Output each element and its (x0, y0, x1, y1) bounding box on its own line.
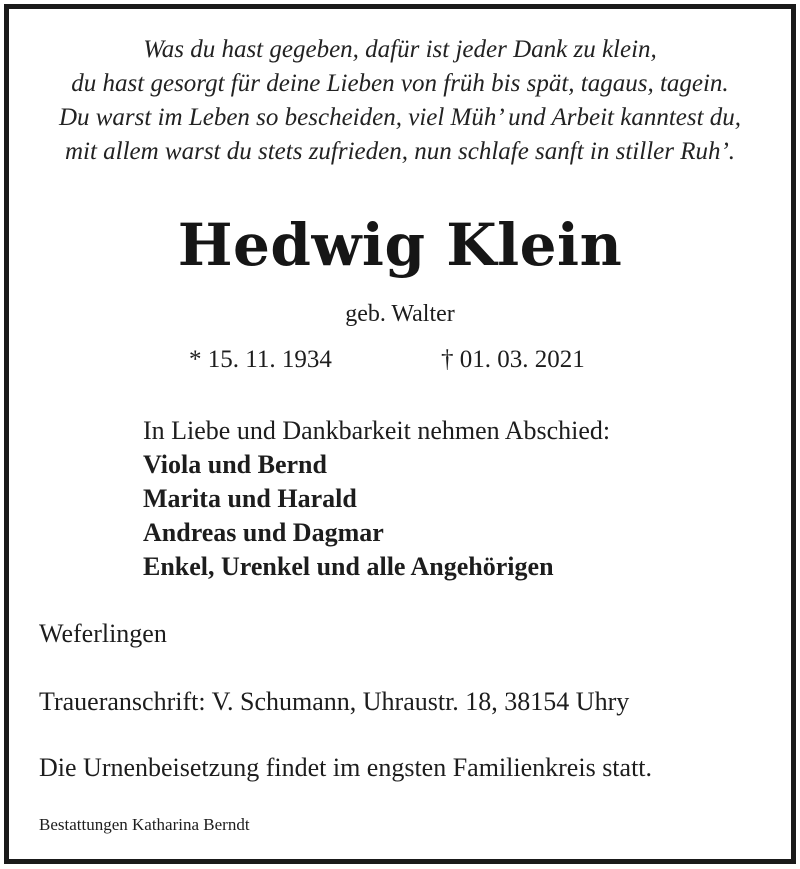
poem (9, 33, 791, 169)
mourner-name: Andreas und Dagmar (143, 518, 384, 547)
burial-notice: Die Urnenbeisetzung findet im engsten Familienkreis statt. (39, 753, 653, 782)
poem-line: Du warst im Leben so bescheiden, viel Müh’ und Arbeit kanntest du, (58, 104, 742, 131)
deceased-name: Hedwig Klein (177, 211, 623, 279)
mourner-name: Viola und Bernd (143, 450, 327, 479)
poem-line: Was du hast gegeben, dafür ist jeder Dank zu klein, (143, 36, 657, 63)
mourners-intro: In Liebe und Dankbarkeit nehmen Abschied: (143, 416, 611, 445)
death-date: † 01. 03. 2021 (441, 346, 585, 373)
mourning-address: Traueranschrift: V. Schumann, Uhraustr. 18, 38154 Uhry (39, 687, 630, 716)
undertaker: Bestattungen Katharina Berndt (39, 815, 250, 834)
poem-line: du hast gesorgt für deine Lieben von früh bis spät, tagaus, tagein. (71, 70, 729, 97)
poem-line: mit allem warst du stets zufrieden, nun schlafe sanft in stiller Ruh’. (64, 138, 736, 165)
maiden-name: geb. Walter (345, 301, 455, 327)
place: Weferlingen (39, 619, 167, 648)
mourner-name: Marita und Harald (143, 484, 357, 513)
birth-date: * 15. 11. 1934 (189, 346, 332, 373)
mourners-block (143, 414, 610, 584)
mourner-name: Enkel, Urenkel und alle Angehörigen (143, 552, 554, 581)
obituary-frame (4, 4, 796, 864)
